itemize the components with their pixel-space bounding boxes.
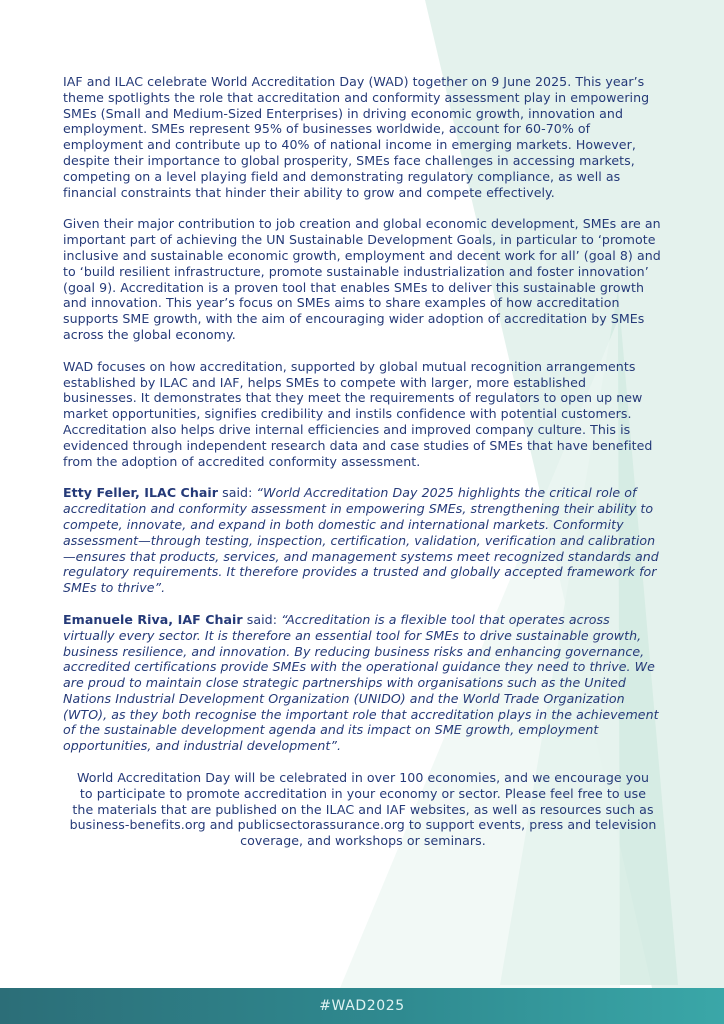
paragraph-intro: IAF and ILAC celebrate World Accreditation Day (WAD) together on 9 June 2025. This year’s theme spotlights the role that accreditation and conformity assessment play in empowering SMEs (Small and Medium-Sized Enterprises) in driving economic growth, innovation and employment. SMEs represent 95% of businesses worldwide, account for 60-70% of employment and contribute up to 40% of national income in emerging markets. However, despite their importance to global prosperity, SMEs face challenges in accessing markets, competing on a level playing field and demonstrating regulatory compliance, as well as financial constraints that hinder their ability to grow and compete effectively. <box>63 74 650 200</box>
footer-bar <box>0 988 724 1024</box>
paragraph-wad-focus: WAD focuses on how accreditation, supported by global mutual recognition arrangements established by ILAC and IAF, helps SMEs to compete with larger, more established businesses. It demonstrates that they meet the requirements of regulators to open up new market opportunities, signifies credibility and instils confidence with potential customers. Accreditation also helps drive internal efficiencies and improved company culture. This is evidenced through independent research data and case studies of SMEs that have benefited from the adoption of accredited conformity assessment. <box>63 358 653 469</box>
quote-iaf-chair <box>63 612 663 754</box>
quote-ilac-chair <box>63 485 663 596</box>
closing-paragraph: World Accreditation Day will be celebrated in over 100 economies, and we encourage you to participate to promote accreditation in your economy or sector. Please feel free to use the materials that are published on the ILAC and IAF websites, as well as resources such as business-benefits.org and publicsectorassurance.org to support events, press and television coverage, and workshops or seminars. <box>69 770 657 849</box>
said-text: said: <box>218 485 257 501</box>
speaker-name: Emanuele Riva, IAF Chair <box>63 611 243 627</box>
paragraph-sdg: Given their major contribution to job creation and global economic development, SMEs are an important part of achieving the UN Sustainable Development Goals, in particular to ‘promote inclusive and sustainable economic growth, employment and decent work for all’ (goal 8) and to ‘build resilient infrastructure, promote sustainable industrialization and foster innovation’ (goal 9). Accreditation is a proven tool that enables SMEs to deliver this sustainable growth and innovation. This year’s focus on SMEs aims to share examples of how accreditation supports SME growth, with the aim of encouraging wider adoption of accreditation by SMEs across the global economy. <box>63 216 661 342</box>
said-text: said: <box>242 611 282 627</box>
speaker-name: Etty Feller, ILAC Chair <box>63 485 219 501</box>
hashtag-label: #WAD2025 <box>319 998 405 1014</box>
quote-text: “Accreditation is a flexible tool that operates across virtually every sector. It is therefore an essential tool for SMEs to drive sustainable growth, business resilience, and innovation. By reducing business risks and enhancing governance, accredited certifications provide SMEs with the operational guidance they need to thrive. We are proud to maintain close strategic partnerships with organisations such as the United Nations Industrial Development Organization (UNIDO) and the World Trade Organization (WTO), as they both recognise the important role that accreditation plays in the achievement of the sustainable development agenda and its impact on SME growth, employment opportunities, and industrial development”. <box>63 611 659 754</box>
article-body <box>63 74 663 865</box>
quote-text: “World Accreditation Day 2025 highlights the critical role of accreditation and conformity assessment in empowering SMEs, strengthening their ability to compete, innovate, and expand in both domestic and international markets. Conformity assessment—through testing, inspection, certification, validation, verification and calibration—ensures that products, services, and management systems meet recognized standards and regulatory requirements. It therefore provides a trusted and globally accepted framework for SMEs to thrive”. <box>63 485 659 596</box>
